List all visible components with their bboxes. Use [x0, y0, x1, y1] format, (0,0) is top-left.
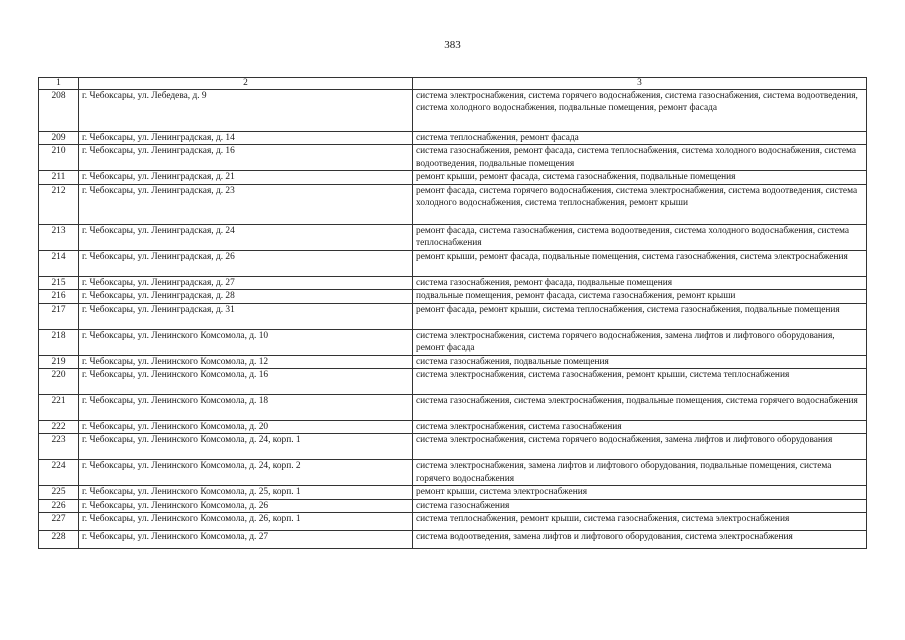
table-row	[39, 90, 867, 132]
table-row	[39, 486, 867, 499]
row-number-cell: 212	[39, 184, 79, 224]
works-cell: ремонт фасада, система горячего водоснабжения, система электроснабжения, система водоотведения, система холодного водоснабжения, система теплоснабжения, ремонт крыши	[413, 184, 867, 224]
address-cell: г. Чебоксары, ул. Ленинградская, д. 14	[79, 132, 413, 145]
row-number-cell: 210	[39, 145, 79, 171]
table-row	[39, 303, 867, 329]
works-cell: система теплоснабжения, ремонт фасада	[413, 132, 867, 145]
works-cell: ремонт фасада, ремонт крыши, система теплоснабжения, система газоснабжения, подвальные помещения	[413, 303, 867, 329]
row-number-cell: 220	[39, 369, 79, 395]
works-cell: система газоснабжения, ремонт фасада, подвальные помещения	[413, 276, 867, 289]
table-row	[39, 250, 867, 276]
works-cell: система электроснабжения, система газоснабжения	[413, 421, 867, 434]
works-cell: система газоснабжения, ремонт фасада, система теплоснабжения, система холодного водоснабжения, система водоотведения, подвальные помещения	[413, 145, 867, 171]
table-row	[39, 513, 867, 531]
address-cell: г. Чебоксары, ул. Ленинградская, д. 23	[79, 184, 413, 224]
address-cell: г. Чебоксары, ул. Ленинского Комсомола, д. 26	[79, 499, 413, 512]
works-cell: подвальные помещения, ремонт фасада, система газоснабжения, ремонт крыши	[413, 290, 867, 303]
row-number-cell: 213	[39, 224, 79, 250]
address-cell: г. Чебоксары, ул. Ленинского Комсомола, д. 20	[79, 421, 413, 434]
address-cell: г. Чебоксары, ул. Ленинградская, д. 16	[79, 145, 413, 171]
address-cell: г. Чебоксары, ул. Лебедева, д. 9	[79, 90, 413, 132]
address-cell: г. Чебоксары, ул. Ленинского Комсомола, д. 12	[79, 355, 413, 368]
row-number-cell: 211	[39, 171, 79, 184]
column-header-works: 3	[413, 78, 867, 90]
address-cell: г. Чебоксары, ул. Ленинского Комсомола, д. 26, корп. 1	[79, 513, 413, 531]
works-cell: система водоотведения, замена лифтов и лифтового оборудования, система электроснабжения	[413, 531, 867, 549]
row-number-cell: 218	[39, 329, 79, 355]
table-row	[39, 395, 867, 421]
address-cell: г. Чебоксары, ул. Ленинского Комсомола, д. 10	[79, 329, 413, 355]
address-cell: г. Чебоксары, ул. Ленинградская, д. 24	[79, 224, 413, 250]
row-number-cell: 209	[39, 132, 79, 145]
row-number-cell: 224	[39, 460, 79, 486]
works-cell: система электроснабжения, замена лифтов и лифтового оборудования, подвальные помещения, система горячего водоснабжения	[413, 460, 867, 486]
row-number-cell: 226	[39, 499, 79, 512]
table-row	[39, 184, 867, 224]
table-row	[39, 290, 867, 303]
table-row	[39, 460, 867, 486]
table-row	[39, 145, 867, 171]
page-number: 383	[444, 39, 461, 51]
row-number-cell: 223	[39, 434, 79, 460]
works-cell: система газоснабжения, система электроснабжения, подвальные помещения, система горячего водоснабжения	[413, 395, 867, 421]
row-number-cell: 215	[39, 276, 79, 289]
works-cell: система электроснабжения, система газоснабжения, ремонт крыши, система теплоснабжения	[413, 369, 867, 395]
works-cell: система электроснабжения, система горячего водоснабжения, замена лифтов и лифтового оборудования, ремонт фасада	[413, 329, 867, 355]
works-cell: система электроснабжения, система горячего водоснабжения, замена лифтов и лифтового оборудования	[413, 434, 867, 460]
repair-registry-table	[38, 77, 867, 549]
works-cell: система газоснабжения, подвальные помещения	[413, 355, 867, 368]
table-row	[39, 434, 867, 460]
table-row	[39, 329, 867, 355]
address-cell: г. Чебоксары, ул. Ленинградская, д. 27	[79, 276, 413, 289]
works-cell: система газоснабжения	[413, 499, 867, 512]
works-cell: ремонт фасада, система газоснабжения, система водоотведения, система холодного водоснабжения, система теплоснабжения	[413, 224, 867, 250]
works-cell: ремонт крыши, ремонт фасада, подвальные помещения, система газоснабжения, система электроснабжения	[413, 250, 867, 276]
table-row	[39, 421, 867, 434]
row-number-cell: 219	[39, 355, 79, 368]
address-cell: г. Чебоксары, ул. Ленинградская, д. 26	[79, 250, 413, 276]
works-cell: ремонт крыши, система электроснабжения	[413, 486, 867, 499]
row-number-cell: 228	[39, 531, 79, 549]
address-cell: г. Чебоксары, ул. Ленинградская, д. 21	[79, 171, 413, 184]
works-cell: ремонт крыши, ремонт фасада, система газоснабжения, подвальные помещения	[413, 171, 867, 184]
row-number-cell: 217	[39, 303, 79, 329]
row-number-cell: 221	[39, 395, 79, 421]
address-cell: г. Чебоксары, ул. Ленинского Комсомола, д. 16	[79, 369, 413, 395]
row-number-cell: 208	[39, 90, 79, 132]
table-row	[39, 499, 867, 512]
row-number-cell: 222	[39, 421, 79, 434]
address-cell: г. Чебоксары, ул. Ленинградская, д. 28	[79, 290, 413, 303]
works-cell: система электроснабжения, система горячего водоснабжения, система газоснабжения, система водоотведения, система холодного водоснабжения, подвальные помещения, ремонт фасада	[413, 90, 867, 132]
column-header-number: 1	[39, 78, 79, 90]
row-number-cell: 214	[39, 250, 79, 276]
column-header-address: 2	[79, 78, 413, 90]
row-number-cell: 216	[39, 290, 79, 303]
table-row	[39, 171, 867, 184]
row-number-cell: 227	[39, 513, 79, 531]
address-cell: г. Чебоксары, ул. Ленинского Комсомола, д. 24, корп. 2	[79, 460, 413, 486]
address-cell: г. Чебоксары, ул. Ленинского Комсомола, д. 27	[79, 531, 413, 549]
table-row	[39, 276, 867, 289]
table-header-row	[39, 78, 867, 90]
address-cell: г. Чебоксары, ул. Ленинского Комсомола, д. 18	[79, 395, 413, 421]
address-cell: г. Чебоксары, ул. Ленинского Комсомола, д. 24, корп. 1	[79, 434, 413, 460]
table-row	[39, 355, 867, 368]
row-number-cell: 225	[39, 486, 79, 499]
table-body	[39, 78, 867, 549]
address-cell: г. Чебоксары, ул. Ленинградская, д. 31	[79, 303, 413, 329]
address-cell: г. Чебоксары, ул. Ленинского Комсомола, д. 25, корп. 1	[79, 486, 413, 499]
works-cell: система теплоснабжения, ремонт крыши, система газоснабжения, система электроснабжения	[413, 513, 867, 531]
table-row	[39, 132, 867, 145]
table-row	[39, 369, 867, 395]
table-row	[39, 224, 867, 250]
table-row	[39, 531, 867, 549]
